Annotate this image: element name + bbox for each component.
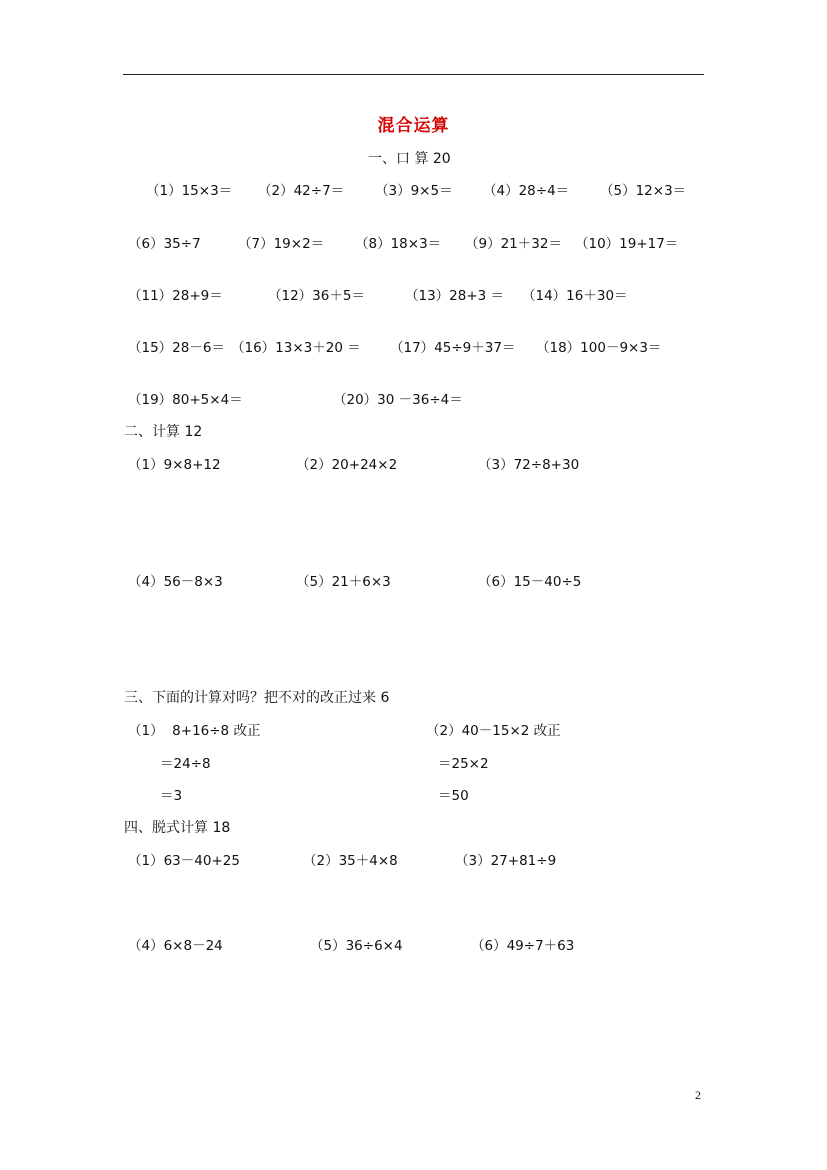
- oral-item-14: （14）16＋30＝: [522, 288, 628, 304]
- step-calc-item-5: （5）36÷6×4: [310, 938, 403, 954]
- step-calc-item-3: （3）27+81÷9: [455, 853, 557, 869]
- step-calc-item-4: （4）6×8－24: [128, 938, 223, 954]
- oral-item-15: （15）28－6＝: [128, 340, 225, 356]
- oral-item-18: （18）100－9×3＝: [536, 340, 662, 356]
- oral-item-2: （2）42÷7＝: [258, 183, 345, 199]
- oral-item-3: （3）9×5＝: [375, 183, 453, 199]
- section3-heading: 三、下面的计算对吗？把不对的改正过来 6: [124, 690, 390, 706]
- oral-item-17: （17）45÷9＋37＝: [390, 340, 516, 356]
- oral-item-16: （16）13×3＋20 ＝: [231, 340, 361, 356]
- correction-left-step1: ＝24÷8: [160, 756, 211, 772]
- oral-item-12: （12）36＋5＝: [268, 288, 365, 304]
- oral-item-20: （20）30 －36÷4＝: [333, 392, 463, 408]
- step-calc-item-1: （1）63－40+25: [128, 853, 240, 869]
- oral-item-10: （10）19+17＝: [575, 236, 679, 252]
- oral-item-5: （5）12×3＝: [600, 183, 687, 199]
- calc-item-4: （4）56－8×3: [128, 574, 223, 590]
- oral-item-9: （9）21＋32＝: [465, 236, 562, 252]
- oral-item-7: （7）19×2＝: [238, 236, 325, 252]
- section1-heading: 一、口 算 20: [368, 151, 451, 167]
- oral-item-11: （11）28+9＝: [128, 288, 223, 304]
- calc-item-1: （1）9×8+12: [128, 457, 221, 473]
- calc-item-3: （3）72÷8+30: [478, 457, 580, 473]
- oral-item-4: （4）28÷4＝: [483, 183, 570, 199]
- correction-right-step2: ＝50: [438, 788, 469, 804]
- oral-item-6: （6）35÷7: [128, 236, 201, 252]
- calc-item-5: （5）21＋6×3: [296, 574, 391, 590]
- calc-item-2: （2）20+24×2: [296, 457, 398, 473]
- page-number: 2: [695, 1088, 701, 1102]
- correction-left-expr: （1） 8+16÷8 改正: [128, 723, 261, 739]
- oral-item-19: （19）80+5×4＝: [128, 392, 243, 408]
- correction-right-step1: ＝25×2: [438, 756, 489, 772]
- step-calc-item-6: （6）49÷7＋63: [471, 938, 575, 954]
- correction-left-step2: ＝3: [160, 788, 183, 804]
- section2-heading: 二、计算 12: [124, 424, 203, 440]
- step-calc-item-2: （2）35＋4×8: [303, 853, 398, 869]
- oral-item-8: （8）18×3＝: [355, 236, 442, 252]
- section4-heading: 四、脱式计算 18: [124, 820, 231, 836]
- header-rule: [123, 74, 704, 75]
- calc-item-6: （6）15－40÷5: [478, 574, 582, 590]
- page-title: 混合运算: [377, 116, 450, 136]
- oral-item-1: （1）15×3＝: [146, 183, 233, 199]
- oral-item-13: （13）28+3 ＝: [405, 288, 505, 304]
- correction-right-expr: （2）40－15×2 改正: [426, 723, 561, 739]
